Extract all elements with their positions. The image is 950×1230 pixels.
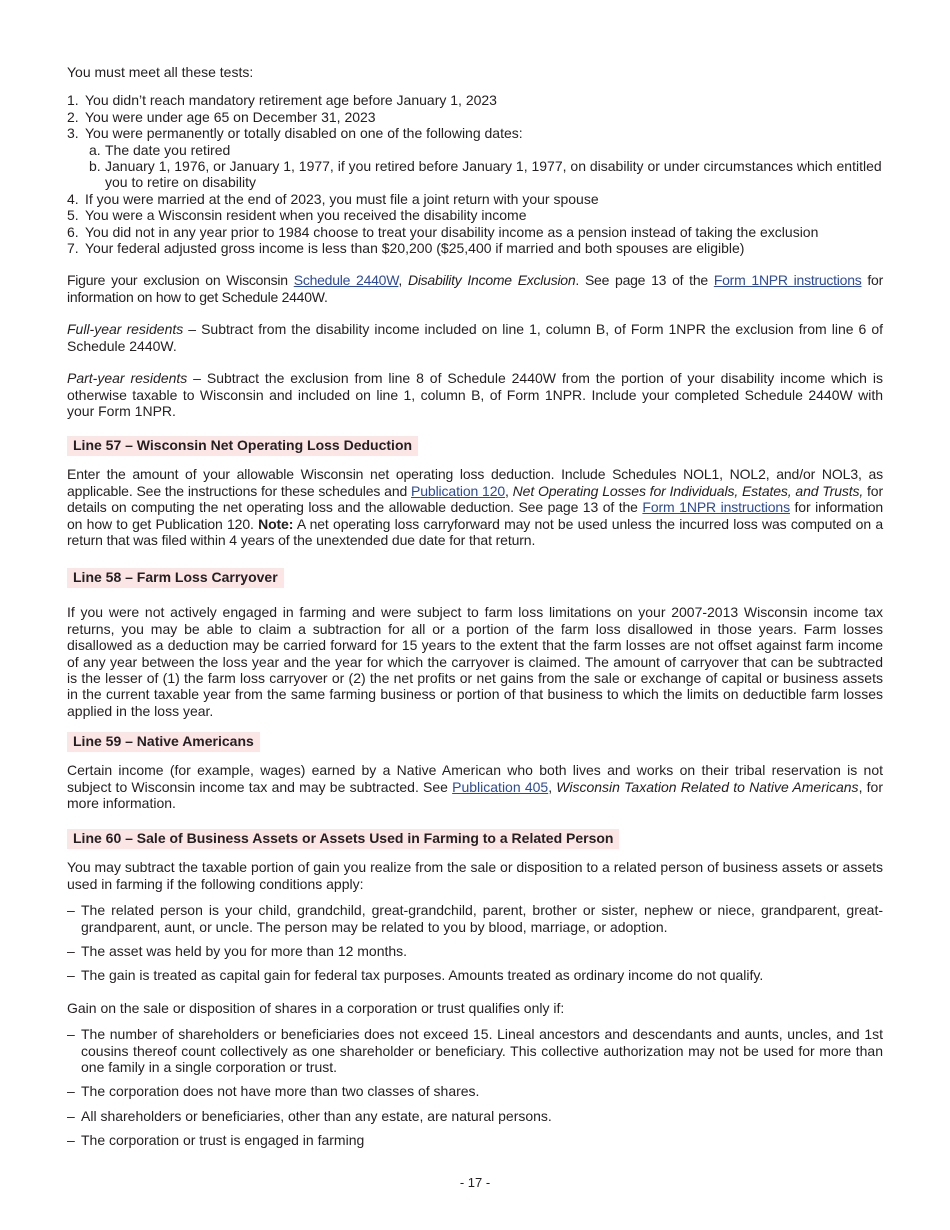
form-1npr-instructions-link[interactable]: Form 1NPR instructions: [713, 272, 862, 289]
test-number: 5.: [67, 207, 79, 224]
form-1npr-instructions-link[interactable]: Form 1NPR instructions: [642, 499, 790, 516]
line59-heading: Line 59 – Native Americans: [67, 732, 260, 752]
line58-heading: Line 58 – Farm Loss Carryover: [67, 568, 284, 588]
tests-list: [67, 92, 883, 256]
part-year-label: Part-year residents: [67, 370, 188, 387]
figure-exclusion-paragraph: Figure your exclusion on Wisconsin Schedule 2440W, Disability Income Exclusion. See page 13 of the Form 1NPR instructions for information on how to get Schedule 2440W.: [67, 272, 883, 305]
test-text: You were permanently or totally disabled on one of the following dates:: [85, 125, 523, 142]
test-number: 2.: [67, 108, 79, 125]
subtest-item: [67, 142, 883, 158]
part-year-residents-paragraph: Part-year residents – Subtract the exclusion from line 8 of Schedule 2440W from the portion of your disability income which is otherwise taxable to Wisconsin and included on line 1, column B, of Form 1NPR. Include your completed Schedule 2440W with your Form 1NPR.: [67, 370, 883, 419]
list-item: – The corporation does not have more than two classes of shares.: [67, 1083, 480, 1100]
full-year-residents-paragraph: Full-year residents – Subtract from the disability income included on line 1, column B, of Form 1NPR the exclusion from line 6 of Schedule 2440W.: [67, 321, 883, 354]
list-item: – The related person is your child, grandchild, great-grandchild, parent, brother or sister, nephew or niece, grandparent, great-grandparent, aunt, or uncle. The person may be related to you by blood, marriage, or adoption.: [67, 902, 883, 935]
test-item: [67, 125, 883, 191]
test-item: [67, 92, 883, 108]
test-item: [67, 207, 883, 223]
test-item: [67, 224, 883, 240]
subtest-text: January 1, 1976, or January 1, 1977, if you retired before January 1, 1977, on disability or under circumstances which entitled you to retire on disability: [105, 158, 882, 191]
list-item: – The corporation or trust is engaged in farming: [67, 1132, 365, 1149]
line58-paragraph: If you were not actively engaged in farming and were subject to farm loss limitations on your 2007-2013 Wisconsin income tax returns, you may be able to claim a subtraction for all or a portion of the farm loss disallowed in those years. Farm losses disallowed as a deduction may be carried forward for 15 years to the extent that the farm losses are not offset against farm income of any year between the loss year and the year for which the carryover is claimed. The amount of carryover that can be subtracted is the lesser of (1) the farm loss carryover or (2) the net profits or net gains from the sale or exchange of capital or business assets in the current taxable year from the same farming business or portion of that business to which the limits on deductible farm losses applied in the loss year.: [67, 604, 883, 719]
tests-intro: You must meet all these tests:: [67, 64, 254, 80]
test-number: 7.: [67, 240, 79, 257]
test-number: 4.: [67, 190, 79, 207]
shares-conditions-list: [67, 1026, 883, 1148]
page-number: - 17 -: [459, 1175, 491, 1190]
schedule-2440w-link[interactable]: Schedule 2440W: [293, 272, 399, 289]
subtest-letter: a.: [89, 141, 101, 158]
publication-405-link[interactable]: Publication 405: [452, 778, 549, 795]
publication-120-link[interactable]: Publication 120: [411, 482, 506, 499]
test-text: You were under age 65 on December 31, 2023: [85, 108, 376, 125]
subtest-letter: b.: [89, 158, 101, 175]
test-item: [67, 191, 883, 207]
test-item: [67, 240, 883, 256]
line60-intro: You may subtract the taxable portion of gain you realize from the sale or disposition to a related person of business assets or assets used in farming if the following conditions apply:: [67, 859, 883, 892]
document-page: [67, 64, 883, 1157]
list-item: – The gain is treated as capital gain for federal tax purposes. Amounts treated as ordinary income do not qualify.: [67, 967, 764, 984]
list-item: – The number of shareholders or beneficiaries does not exceed 15. Lineal ancestors and descendants and aunts, uncles, and 1st cousins thereof count collectively as one shareholder or beneficiary. This collective authorization may not be used for more than one family in a single corporation or trust.: [67, 1026, 883, 1076]
test-number: 3.: [67, 125, 79, 142]
subtests-list: [67, 142, 883, 191]
subtest-text: The date you retired: [105, 141, 231, 158]
line59-paragraph: Certain income (for example, wages) earned by a Native American who both lives and works on their tribal reservation is not subject to Wisconsin income tax and may be subtracted. See Publication 405, Wisconsin Taxation Related to Native Americans, for more information.: [67, 762, 883, 811]
test-text: Your federal adjusted gross income is less than $20,200 ($25,400 if married and both spouses are eligible): [85, 240, 745, 257]
test-text: If you were married at the end of 2023, you must file a joint return with your spouse: [85, 190, 599, 207]
shares-intro: Gain on the sale or disposition of shares in a corporation or trust qualifies only if:: [67, 999, 565, 1016]
test-number: 6.: [67, 223, 79, 240]
note-label: Note:: [258, 515, 294, 532]
test-number: 1.: [67, 92, 79, 109]
full-year-label: Full-year residents: [67, 321, 184, 338]
list-item: – The asset was held by you for more than 12 months.: [67, 943, 408, 960]
line57-heading: Line 57 – Wisconsin Net Operating Loss Deduction: [67, 436, 418, 456]
test-text: You were a Wisconsin resident when you received the disability income: [85, 207, 527, 224]
line60-heading: Line 60 – Sale of Business Assets or Assets Used in Farming to a Related Person: [67, 829, 619, 849]
test-text: You did not in any year prior to 1984 choose to treat your disability income as a pension instead of taking the exclusion: [85, 223, 819, 240]
test-item: [67, 109, 883, 125]
line60-conditions-list: [67, 902, 883, 984]
test-text: You didn’t reach mandatory retirement age before January 1, 2023: [85, 92, 497, 109]
list-item: – All shareholders or beneficiaries, other than any estate, are natural persons.: [67, 1107, 552, 1124]
line57-paragraph: Enter the amount of your allowable Wisconsin net operating loss deduction. Include Schedules NOL1, NOL2, and/or NOL3, as applicable. See the instructions for these schedules and Publication 120, Net Operating Losses for Individuals, Estates, and Trusts, for details on computing the net operating loss and the allowable deduction. See page 13 of the Form 1NPR instructions for information on how to get Publication 120. Note: A net operating loss carryforward may not be used unless the incurred loss was computed on a return that was filed within 4 years of the unextended due date for that return.: [67, 466, 884, 548]
subtest-item: [67, 158, 883, 191]
